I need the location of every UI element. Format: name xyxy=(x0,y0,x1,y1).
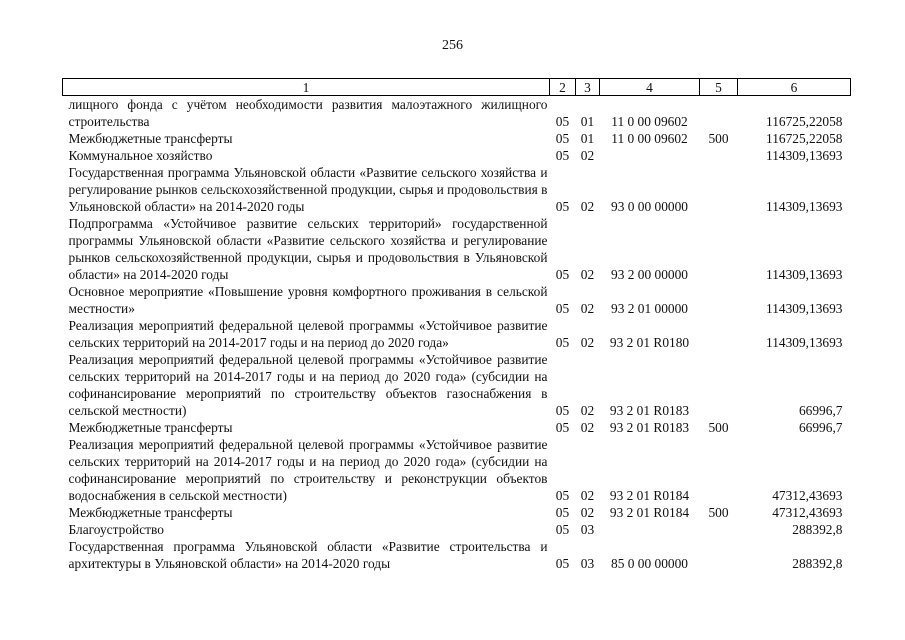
row-section: 05 xyxy=(555,505,570,520)
row-amount: 116725,22058 xyxy=(766,131,843,146)
row-subsection: 02 xyxy=(580,267,595,282)
row-target-code xyxy=(600,147,700,164)
row-target-code xyxy=(600,521,700,538)
table-row xyxy=(63,419,851,436)
row-target-code: 93 2 01 R0183 xyxy=(609,420,690,435)
column-header-2: 2 xyxy=(550,79,576,96)
row-amount: 47312,43693 xyxy=(772,488,843,503)
row-expense-type xyxy=(700,96,738,131)
row-section: 05 xyxy=(555,420,570,435)
row-expense-type: 500 xyxy=(708,131,729,146)
row-amount: 66996,7 xyxy=(798,420,843,435)
row-description: Межбюджетные трансферты xyxy=(68,420,233,435)
row-amount: 116725,22058 xyxy=(766,114,843,129)
row-expense-type xyxy=(700,215,738,283)
row-description: Подпрограмма «Устойчивое развитие сельских территорий» государственной программы Ульяновской области «Развитие сельского хозяйства и регулирование рынков сельскохозяйственной продукции, сырья и продовольствия в Ульяновской области» на 2014-2020 годы xyxy=(68,216,548,282)
row-expense-type: 500 xyxy=(708,420,729,435)
row-subsection: 02 xyxy=(580,505,595,520)
row-section: 05 xyxy=(555,488,570,503)
row-description: Государственная программа Ульяновской области «Развитие сельского хозяйства и регулирование рынков сельскохозяйственной продукции, сырья и продовольствия в Ульяновской области» на 2014-2020 годы xyxy=(68,165,548,214)
row-description: Межбюджетные трансферты xyxy=(68,131,233,146)
row-description: Государственная программа Ульяновской области «Развитие строительства и архитектуры в Ульяновской области» на 2014-2020 годы xyxy=(68,539,548,571)
table-row xyxy=(63,147,851,164)
row-expense-type xyxy=(700,283,738,317)
column-header-6: 6 xyxy=(738,79,851,96)
row-section: 05 xyxy=(555,301,570,316)
row-section: 05 xyxy=(555,335,570,350)
row-target-code: 93 2 01 R0184 xyxy=(609,488,690,503)
table-row xyxy=(63,436,851,504)
row-section: 05 xyxy=(555,267,570,282)
row-expense-type xyxy=(700,147,738,164)
table-row xyxy=(63,283,851,317)
column-header-5: 5 xyxy=(700,79,738,96)
row-subsection: 02 xyxy=(580,488,595,503)
row-section: 05 xyxy=(555,199,570,214)
row-target-code: 93 2 00 00000 xyxy=(611,267,688,282)
row-subsection: 02 xyxy=(580,301,595,316)
row-description: Реализация мероприятий федеральной целевой программы «Устойчивое развитие сельских территорий на 2014-2017 годы и на период до 2020 года» xyxy=(68,318,548,350)
table-row xyxy=(63,215,851,283)
table-row xyxy=(63,538,851,572)
row-subsection: 02 xyxy=(580,403,595,418)
row-expense-type xyxy=(700,436,738,504)
row-subsection: 01 xyxy=(580,114,595,129)
table-row xyxy=(63,351,851,419)
table-row xyxy=(63,96,851,131)
row-expense-type xyxy=(700,317,738,351)
row-target-code: 11 0 00 09602 xyxy=(611,131,688,146)
row-amount: 114309,13693 xyxy=(766,148,843,163)
row-subsection: 02 xyxy=(580,420,595,435)
row-subsection: 01 xyxy=(580,131,595,146)
row-target-code: 93 2 01 00000 xyxy=(611,301,688,316)
row-section: 05 xyxy=(555,114,570,129)
row-subsection: 03 xyxy=(580,522,595,537)
row-description: Коммунальное хозяйство xyxy=(68,148,213,163)
row-subsection: 03 xyxy=(580,556,595,571)
row-amount: 47312,43693 xyxy=(772,505,843,520)
table-row xyxy=(63,164,851,215)
row-subsection: 02 xyxy=(580,199,595,214)
table-row xyxy=(63,504,851,521)
row-expense-type xyxy=(700,538,738,572)
table-header xyxy=(63,79,851,96)
budget-table xyxy=(62,78,851,572)
row-section: 05 xyxy=(555,403,570,418)
table-row xyxy=(63,521,851,538)
page-number: 256 xyxy=(442,38,463,53)
table-row xyxy=(63,130,851,147)
row-expense-type xyxy=(700,521,738,538)
row-section: 05 xyxy=(555,556,570,571)
row-amount: 288392,8 xyxy=(792,556,843,571)
row-expense-type: 500 xyxy=(708,505,729,520)
row-amount: 288392,8 xyxy=(792,522,843,537)
row-amount: 66996,7 xyxy=(798,403,843,418)
row-description: Основное мероприятие «Повышение уровня комфортного проживания в сельской местности» xyxy=(68,284,548,316)
row-expense-type xyxy=(700,164,738,215)
row-target-code: 93 2 01 R0180 xyxy=(609,335,690,350)
row-target-code: 11 0 00 09602 xyxy=(611,114,688,129)
column-header-3: 3 xyxy=(576,79,600,96)
row-section: 05 xyxy=(555,131,570,146)
row-expense-type xyxy=(700,351,738,419)
row-description: Реализация мероприятий федеральной целевой программы «Устойчивое развитие сельских территорий на 2014-2017 годы и на период до 2020 года» (субсидии на софинансирование мероприятий по строительству и реконструкции объектов водоснабжения в сельской местности) xyxy=(68,437,548,503)
row-section: 05 xyxy=(555,148,570,163)
column-header-4: 4 xyxy=(600,79,700,96)
row-amount: 114309,13693 xyxy=(766,335,843,350)
row-amount: 114309,13693 xyxy=(766,267,843,282)
row-description: Благоустройство xyxy=(68,522,164,537)
row-description: лищного фонда с учётом необходимости развития малоэтажного жилищного строительства xyxy=(68,97,548,129)
row-section: 05 xyxy=(555,522,570,537)
row-description: Межбюджетные трансферты xyxy=(68,505,233,520)
row-target-code: 93 2 01 R0183 xyxy=(609,403,690,418)
row-subsection: 02 xyxy=(580,148,595,163)
row-target-code: 85 0 00 00000 xyxy=(611,556,688,571)
table-row xyxy=(63,317,851,351)
row-target-code: 93 0 00 00000 xyxy=(611,199,688,214)
column-header-1: 1 xyxy=(63,79,550,96)
row-target-code: 93 2 01 R0184 xyxy=(609,505,690,520)
row-amount: 114309,13693 xyxy=(766,301,843,316)
row-amount: 114309,13693 xyxy=(766,199,843,214)
row-subsection: 02 xyxy=(580,335,595,350)
row-description: Реализация мероприятий федеральной целевой программы «Устойчивое развитие сельских территорий на 2014-2017 годы и на период до 2020 года» (субсидии на софинансирование мероприятий по строительству объектов газоснабжения в сельской местности) xyxy=(68,352,548,418)
